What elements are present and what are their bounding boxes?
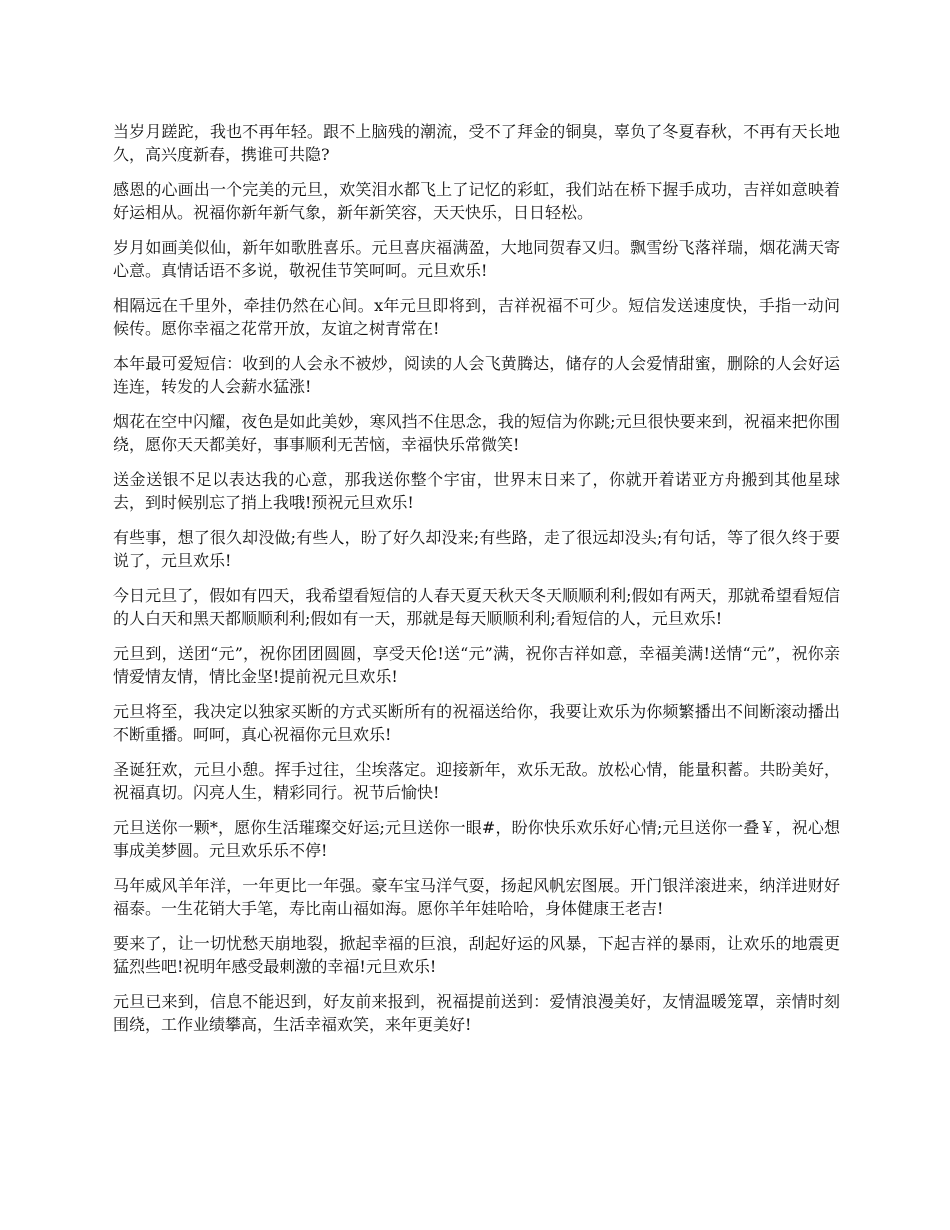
document-body: [113, 120, 840, 1048]
paragraph: 送金送银不足以表达我的心意，那我送你整个宇宙，世界末日来了，你就开着诺亚方舟搬到其他星球去，到时候别忘了捎上我哦!预祝元旦欢乐!: [113, 470, 840, 512]
paragraph: 元旦送你一颗*，愿你生活璀璨交好运;元旦送你一眼#，盼你快乐欢乐好心情;元旦送你一叠￥，祝心想事成美梦圆。元旦欢乐乐不停!: [113, 818, 840, 860]
paragraph: 岁月如画美似仙，新年如歌胜喜乐。元旦喜庆福满盈，大地同贺春又归。飘雪纷飞落祥瑞，烟花满天寄心意。真情话语不多说，敬祝佳节笑呵呵。元旦欢乐!: [113, 238, 840, 280]
paragraph: 感恩的心画出一个完美的元旦，欢笑泪水都飞上了记忆的彩虹，我们站在桥下握手成功，吉祥如意映着好运相从。祝福你新年新气象，新年新笑容，天天快乐，日日轻松。: [113, 180, 840, 222]
paragraph: 烟花在空中闪耀，夜色是如此美妙，寒风挡不住思念，我的短信为你跳;元旦很快要来到，祝福来把你围绕，愿你天天都美好，事事顺利无苦恼，幸福快乐常微笑!: [113, 412, 840, 454]
paragraph: 有些事，想了很久却没做;有些人，盼了好久却没来;有些路，走了很远却没头;有句话，等了很久终于要说了，元旦欢乐!: [113, 528, 840, 570]
paragraph: 当岁月蹉跎，我也不再年轻。跟不上脑残的潮流，受不了拜金的铜臭，辜负了冬夏春秋，不再有天长地久，高兴度新春，携谁可共隐?: [113, 122, 840, 164]
paragraph: 元旦将至，我决定以独家买断的方式买断所有的祝福送给你，我要让欢乐为你频繁播出不间断滚动播出不断重播。呵呵，真心祝福你元旦欢乐!: [113, 702, 840, 744]
paragraph: 马年威风羊年洋，一年更比一年强。豪车宝马洋气耍，扬起风帆宏图展。开门银洋滚进来，纳洋进财好福泰。一生花销大手笔，寿比南山福如海。愿你羊年娃哈哈，身体健康王老吉!: [113, 876, 840, 918]
paragraph: 本年最可爱短信：收到的人会永不被炒，阅读的人会飞黄腾达，储存的人会爱情甜蜜，删除的人会好运连连，转发的人会薪水猛涨!: [113, 354, 840, 396]
paragraph: 元旦到，送团“元”，祝你团团圆圆，享受天伦!送“元”满，祝你吉祥如意，幸福美满!送情“元”，祝你亲情爱情友情，情比金坚!提前祝元旦欢乐!: [113, 644, 840, 686]
paragraph: 相隔远在千里外，牵挂仍然在心间。x年元旦即将到，吉祥祝福不可少。短信发送速度快，手指一动问候传。愿你幸福之花常开放，友谊之树青常在!: [113, 296, 840, 338]
paragraph: 今日元旦了，假如有四天，我希望看短信的人春天夏天秋天冬天顺顺利利;假如有两天，那就希望看短信的人白天和黑天都顺顺利利;假如有一天，那就是每天顺顺利利;看短信的人，元旦欢乐!: [113, 586, 840, 628]
paragraph: 圣诞狂欢，元旦小憩。挥手过往，尘埃落定。迎接新年，欢乐无敌。放松心情，能量积蓄。共盼美好，祝福真切。闪亮人生，精彩同行。祝节后愉快!: [113, 760, 840, 802]
paragraph: 元旦已来到，信息不能迟到，好友前来报到，祝福提前送到：爱情浪漫美好，友情温暖笼罩，亲情时刻围绕，工作业绩攀高，生活幸福欢笑，来年更美好!: [113, 992, 840, 1034]
paragraph: 要来了，让一切忧愁天崩地裂，掀起幸福的巨浪，刮起好运的风暴，下起吉祥的暴雨，让欢乐的地震更猛烈些吧!祝明年感受最刺激的幸福!元旦欢乐!: [113, 934, 840, 976]
